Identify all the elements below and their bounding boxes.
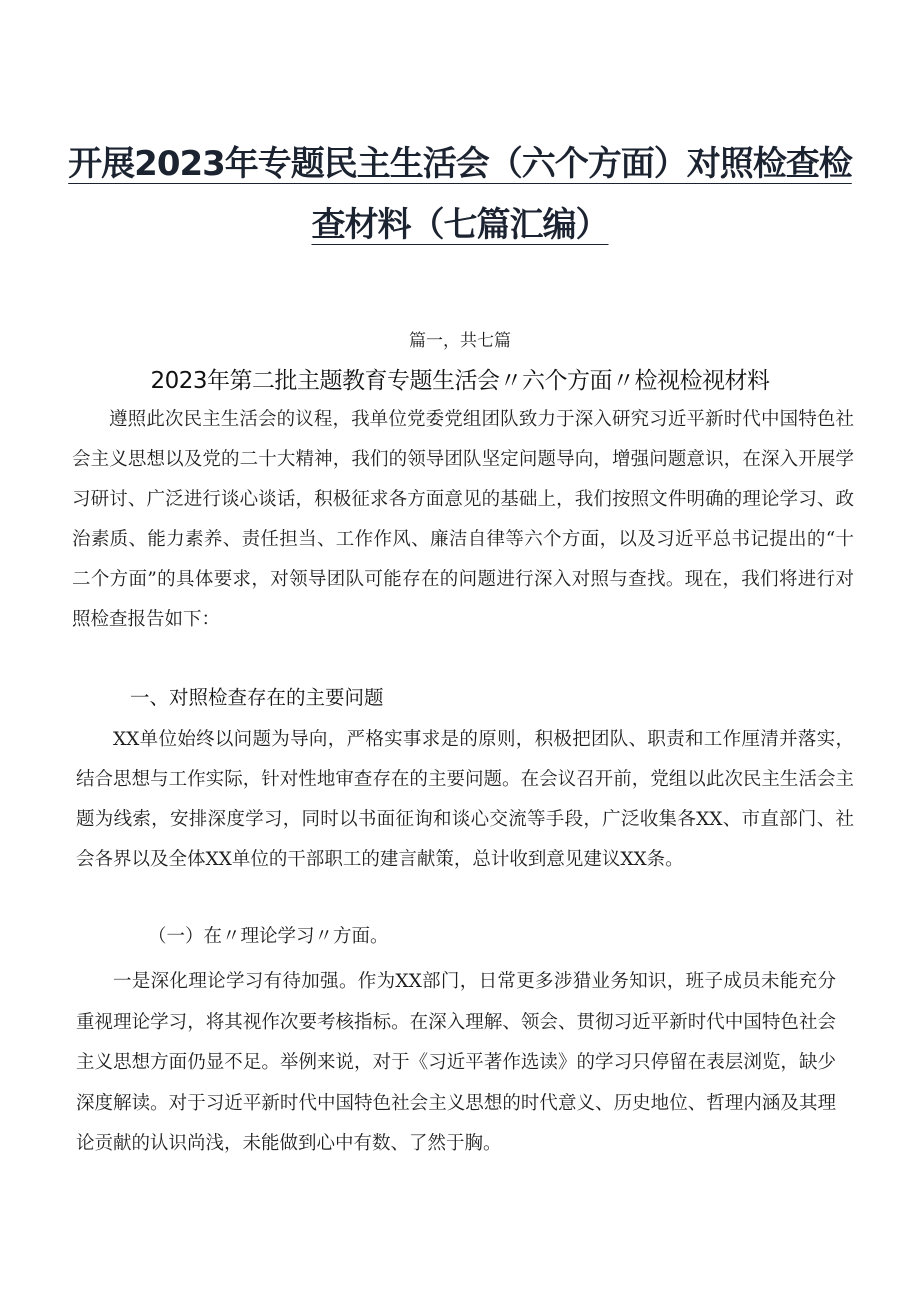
subsection-paragraph: 一是深化理论学习有待加强。作为XX部门，日常更多涉猎业务知识，班子成员未能充分重视理论学习，将其视作次要考核指标。在深入理解、领会、贯彻习近平新时代中国特色社会主义思想方面仍显不足。举例来说，对于《习近平著作选读》的学习只停留在表层浏览，缺少深度解读。对于习近平新时代中国特色社会主义思想的时代意义、历史地位、哲理内涵及其理论贡献的认识尚浅，未能做到心中有数、了然于胸。 [76,971,836,1154]
document-title-line-2 [0,197,920,246]
section-heading: 一、对照检查存在的主要问题 [130,686,384,709]
intro-paragraph: 遵照此次民主生活会的议程，我单位党委党组团队致力于深入研究习近平新时代中国特色社会主义思想以及党的二十大精神，我们的领导团队坚定问题导向，增强问题意识，在深入开展学习研讨、广泛进行谈心谈话，积极征求各方面意见的基础上，我们按照文件明确的理论学习、政治素质、能力素养、责任担当、工作作风、廉洁自律等六个方面，以及习近平总书记提出的“十二个方面”的具体要求，对领导团队可能存在的问题进行深入对照与查找。现在，我们将进行对照检查报告如下： [72,409,854,630]
piece-label: 篇一，共七篇 [409,331,511,351]
section-paragraph: XX单位始终以问题为导向，严格实事求是的原则，积极把团队、职责和工作厘清并落实，结合思想与工作实际，针对性地审查存在的主要问题。在会议召开前，党组以此次民主生活会主题为线索，安排深度学习，同时以书面征询和谈心交流等手段，广泛收集各XX、市直部门、社会各界以及全体XX单位的干部职工的建言献策，总计收到意见建议XX条。 [76,729,854,870]
subsection-heading: （一）在〃理论学习〃方面。 [148,926,389,947]
document-title-line-1-text: 开展2023年专题民主生活会（六个方面）对照检查检 [68,144,852,184]
document-title-line-2-text: 查材料（七篇汇编） [311,205,609,245]
section-subtitle: 2023年第二批主题教育专题生活会〃六个方面〃检视检视材料 [150,368,770,394]
document-title-line-1 [0,136,920,185]
